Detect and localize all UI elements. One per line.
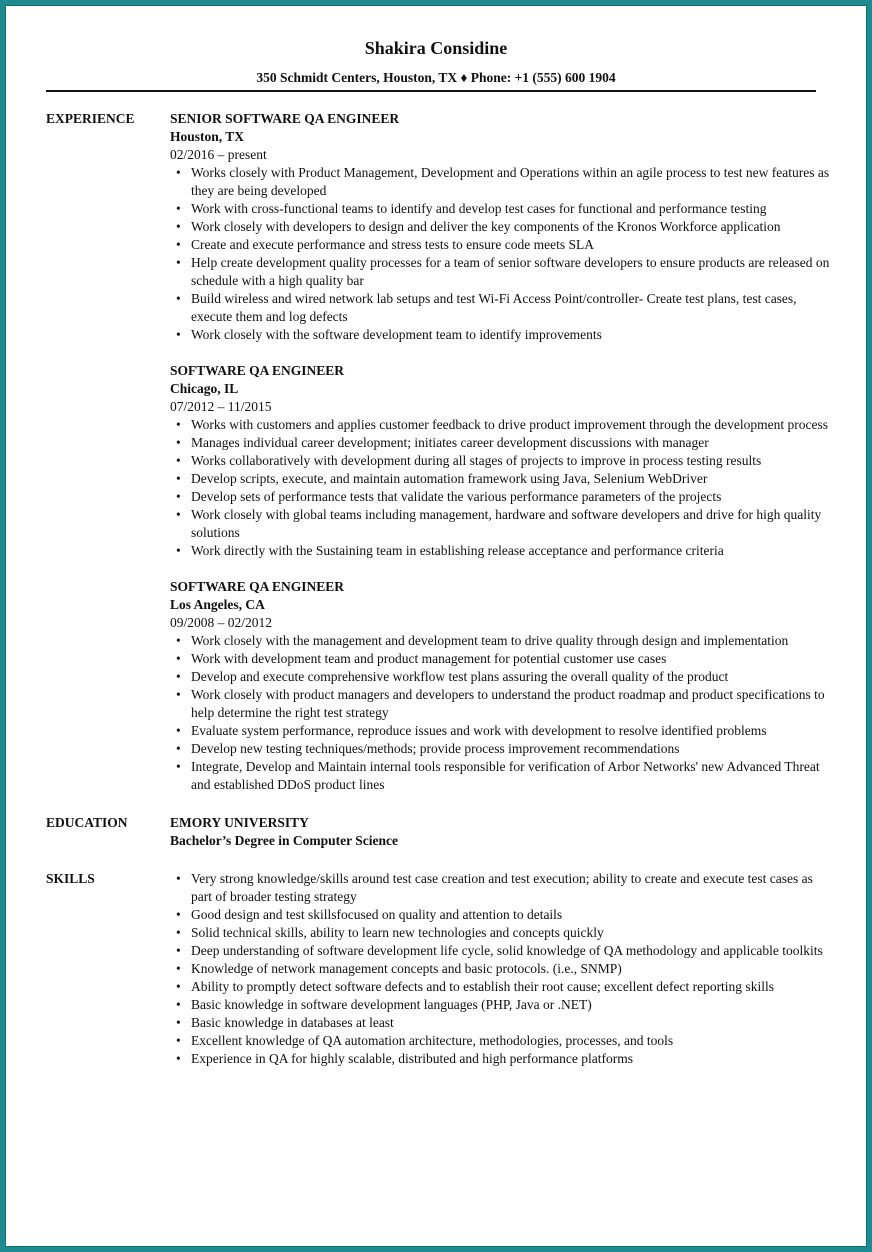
job-location: Chicago, IL bbox=[170, 381, 239, 396]
header-divider bbox=[46, 90, 816, 92]
bullet-item: • Work directly with the Sustaining team in establishing release acceptance and performance criteria bbox=[170, 542, 831, 560]
bullet-item: • Manages individual career development; initiates career development discussions with manager bbox=[170, 434, 831, 452]
education-body bbox=[170, 814, 826, 850]
candidate-name: Shakira Considine bbox=[364, 38, 508, 58]
job-title: SENIOR SOFTWARE QA ENGINEER bbox=[170, 111, 400, 126]
skill-item: • Ability to promptly detect software defects and to establish their root cause; excellent defect reporting skills bbox=[170, 978, 831, 996]
bullet-item: • Works collaboratively with development during all stages of projects to improve in process testing results bbox=[170, 452, 831, 470]
section-label-experience: EXPERIENCE bbox=[46, 111, 135, 126]
section-label-skills: SKILLS bbox=[46, 871, 95, 886]
skill-item: • Excellent knowledge of QA automation architecture, methodologies, processes, and tools bbox=[170, 1032, 831, 1050]
job-entry bbox=[170, 110, 831, 344]
job-location: Houston, TX bbox=[170, 129, 245, 144]
bullet-item: • Create and execute performance and stress tests to ensure code meets SLA bbox=[170, 236, 831, 254]
job-dates: 07/2012 – 11/2015 bbox=[170, 399, 272, 414]
bullet-item: • Work closely with global teams including management, hardware and software developers and drive for high quality solutions bbox=[170, 506, 831, 542]
job-title: SOFTWARE QA ENGINEER bbox=[170, 363, 345, 378]
resume-page bbox=[5, 5, 867, 1247]
skill-item: • Basic knowledge in databases at least bbox=[170, 1014, 831, 1032]
job-entry bbox=[170, 362, 831, 560]
skill-item: • Solid technical skills, ability to learn new technologies and concepts quickly bbox=[170, 924, 831, 942]
degree: Bachelor’s Degree in Computer Science bbox=[170, 833, 398, 848]
bullet-item: • Work closely with product managers and developers to understand the product roadmap and product specifications to help determine the right test strategy bbox=[170, 686, 831, 722]
bullet-item: • Work with development team and product management for potential customer use cases bbox=[170, 650, 831, 668]
bullet-item: • Develop and execute comprehensive workflow test plans assuring the overall quality of the product bbox=[170, 668, 831, 686]
job-dates: 09/2008 – 02/2012 bbox=[170, 615, 273, 630]
skills-section bbox=[46, 870, 826, 1068]
bullet-item: • Evaluate system performance, reproduce issues and work with development to resolve identified problems bbox=[170, 722, 831, 740]
bullet-item: • Works with customers and applies customer feedback to drive product improvement through the development process bbox=[170, 416, 831, 434]
skill-item: • Experience in QA for highly scalable, distributed and high performance platforms bbox=[170, 1050, 831, 1068]
experience-list bbox=[170, 110, 831, 794]
job-entry bbox=[170, 578, 831, 794]
bullet-item: • Work closely with the software development team to identify improvements bbox=[170, 326, 831, 344]
job-bullets bbox=[170, 164, 831, 344]
bullet-item: • Work closely with the management and development team to drive quality through design and implementation bbox=[170, 632, 831, 650]
job-bullets bbox=[170, 632, 831, 794]
bullet-item: • Integrate, Develop and Maintain internal tools responsible for verification of Arbor Networks' new Advanced Threat and established DDoS product lines bbox=[170, 758, 831, 794]
skill-item: • Knowledge of network management concepts and basic protocols. (i.e., SNMP) bbox=[170, 960, 831, 978]
bullet-item: • Works closely with Product Management, Development and Operations within an agile process to test new features as they are being developed bbox=[170, 164, 831, 200]
job-dates: 02/2016 – present bbox=[170, 147, 267, 162]
section-label-education: EDUCATION bbox=[46, 815, 128, 830]
skills-body bbox=[170, 870, 831, 1068]
skills-list bbox=[170, 870, 831, 1068]
education-section bbox=[46, 814, 826, 850]
bullet-item: • Work with cross-functional teams to identify and develop test cases for functional and performance testing bbox=[170, 200, 831, 218]
job-location: Los Angeles, CA bbox=[170, 597, 265, 612]
skill-item: • Good design and test skillsfocused on quality and attention to details bbox=[170, 906, 831, 924]
skill-item: • Very strong knowledge/skills around test case creation and test execution; ability to create and execute test cases as part of broader testing strategy bbox=[170, 870, 831, 906]
bullet-item: • Develop new testing techniques/methods; provide process improvement recommendations bbox=[170, 740, 831, 758]
job-bullets bbox=[170, 416, 831, 560]
bullet-item: • Develop sets of performance tests that validate the various performance parameters of the projects bbox=[170, 488, 831, 506]
bullet-item: • Develop scripts, execute, and maintain automation framework using Java, Selenium WebDriver bbox=[170, 470, 831, 488]
bullet-item: • Help create development quality processes for a team of senior software developers to ensure products are released on schedule with a high quality bar bbox=[170, 254, 831, 290]
job-title: SOFTWARE QA ENGINEER bbox=[170, 579, 345, 594]
contact-line: 350 Schmidt Centers, Houston, TX ♦ Phone: +1 (555) 600 1904 bbox=[256, 70, 616, 85]
school-name: EMORY UNIVERSITY bbox=[170, 815, 309, 830]
resume-content bbox=[46, 110, 830, 1068]
experience-section bbox=[46, 110, 830, 794]
skill-item: • Deep understanding of software development life cycle, solid knowledge of QA methodology and applicable toolkits bbox=[170, 942, 831, 960]
bullet-item: • Build wireless and wired network lab setups and test Wi-Fi Access Point/controller- Create test plans, test cases, execute them and log defects bbox=[170, 290, 831, 326]
skill-item: • Basic knowledge in software development languages (PHP, Java or .NET) bbox=[170, 996, 831, 1014]
bullet-item: • Work closely with developers to design and deliver the key components of the Kronos Workforce application bbox=[170, 218, 831, 236]
